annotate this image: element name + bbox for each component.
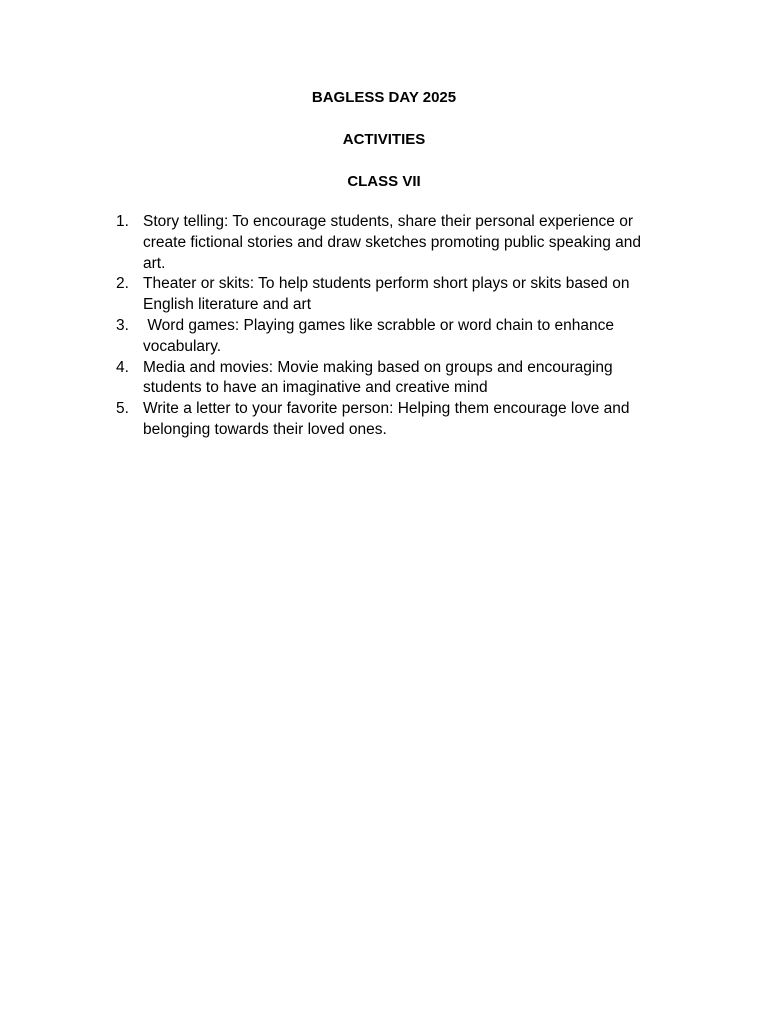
list-item	[112, 358, 662, 400]
list-item	[112, 212, 662, 274]
list-item-number: 3.	[116, 316, 129, 334]
list-item-text: Write a letter to your favorite person: Helping them encourage love and belonging towards their loved ones.	[143, 400, 630, 438]
class-label: CLASS VII	[347, 173, 421, 190]
list-item-text: Media and movies: Movie making based on groups and encouraging students to have an imaginative and creative mind	[143, 358, 613, 397]
list-item	[112, 274, 662, 316]
list-item	[112, 316, 662, 358]
list-item-text: Word games: Playing games like scrabble or word chain to enhance vocabulary.	[143, 316, 619, 355]
list-item-number: 5.	[116, 400, 129, 418]
document-title: BAGLESS DAY 2025	[311, 89, 457, 106]
list-item-text: Theater or skits: To help students perform short plays or skits based on English literature and art	[143, 275, 630, 314]
list-item	[112, 399, 662, 441]
list-item-number: 1.	[116, 213, 129, 230]
list-item-text: Story telling: To encourage students, share their personal experience or create fictional stories and draw sketches promoting public speaking and art.	[143, 213, 641, 272]
activity-list	[112, 212, 662, 441]
list-item-number: 2.	[116, 275, 129, 293]
document-subtitle: ACTIVITIES	[342, 131, 426, 148]
list-item-number: 4.	[116, 358, 129, 376]
